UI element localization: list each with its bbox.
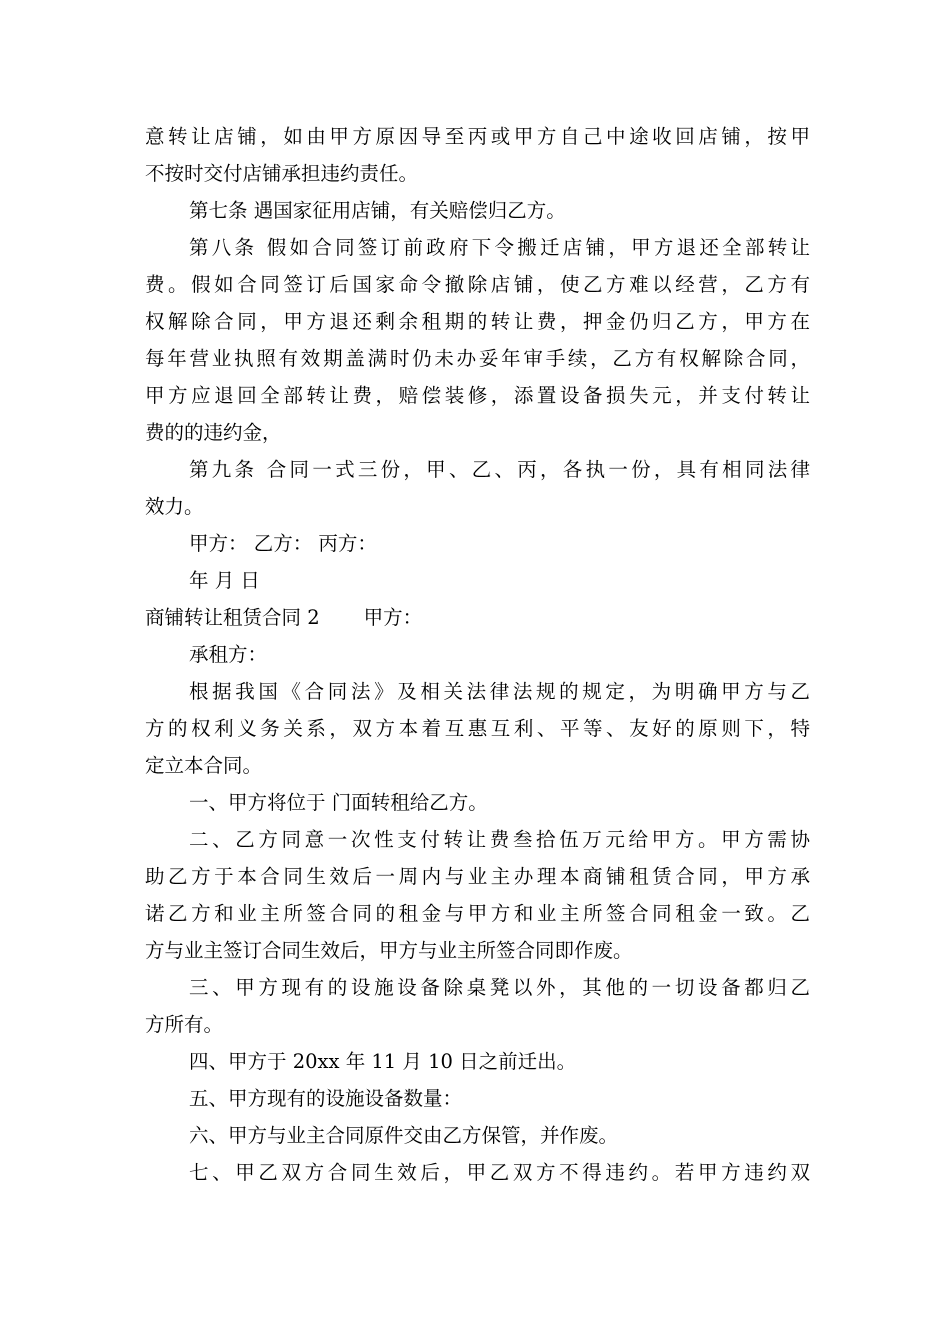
paragraph-line: 第九条 合同一式三份，甲、乙、丙，各执一份，具有相同法律 (189, 458, 810, 481)
paragraph-line: 定立本合同。 (145, 754, 263, 777)
paragraph-line: 六、甲方与业主合同原件交由乙方保管，并作废。 (189, 1124, 619, 1147)
paragraph-line: 第七条 遇国家征用店铺，有关赔偿归乙方。 (189, 199, 566, 222)
paragraph-line: 四、甲方于 20xx 年 11 月 10 日之前迁出。 (189, 1050, 577, 1073)
paragraph-line: 意转让店铺，如由甲方原因导至丙或甲方自己中途收回店铺，按甲 (145, 125, 810, 148)
contract2-title: 商铺转让租赁合同 2 (145, 606, 320, 629)
paragraph-line: 第八条 假如合同签订前政府下令搬迁店铺，甲方退还全部转让 (189, 236, 810, 259)
contract2-heading-line (145, 599, 810, 636)
paragraph-line: 三、甲方现有的设施设备除桌凳以外，其他的一切设备都归乙 (189, 976, 810, 999)
paragraph-line: 方与业主签订合同生效后，甲方与业主所签合同即作废。 (145, 939, 633, 962)
paragraph-line: 助乙方于本合同生效后一周内与业主办理本商铺租赁合同，甲方承 (145, 865, 810, 888)
paragraph-line: 效力。 (145, 495, 204, 518)
paragraph-line: 年 月 日 (189, 569, 260, 592)
contract1-tail (145, 118, 810, 599)
paragraph-line: 费的的违约金， (145, 421, 282, 444)
paragraph-line: 诺乙方和业主所签合同的租金与甲方和业主所签合同租金一致。乙 (145, 902, 810, 925)
contract2-body (145, 636, 810, 1191)
paragraph-line: 承租方： (189, 643, 268, 666)
paragraph-line: 每年营业执照有效期盖满时仍未办妥年审手续，乙方有权解除合同， (145, 347, 810, 370)
paragraph-line: 甲方： 乙方： 丙方： (189, 532, 377, 555)
paragraph-line: 方的权利义务关系，双方本着互惠互利、平等、友好的原则下，特 (145, 717, 810, 740)
paragraph-line: 二、乙方同意一次性支付转让费叁拾伍万元给甲方。甲方需协 (189, 828, 810, 851)
paragraph-line: 不按时交付店铺承担违约责任。 (145, 162, 419, 185)
paragraph-line: 甲方应退回全部转让费，赔偿装修，添置设备损失元，并支付转让 (145, 384, 810, 407)
document-body (145, 118, 810, 1191)
paragraph-line: 权解除合同，甲方退还剩余租期的转让费，押金仍归乙方，甲方在 (145, 310, 810, 333)
paragraph-line: 一、甲方将位于 门面转租给乙方。 (189, 791, 488, 814)
paragraph-line: 方所有。 (145, 1013, 224, 1036)
contract2-party-a: 甲方： (363, 606, 423, 629)
paragraph-line: 五、甲方现有的设施设备数量： (189, 1087, 463, 1110)
paragraph-line: 费。假如合同签订后国家命令撤除店铺，使乙方难以经营，乙方有 (145, 273, 810, 296)
paragraph-line: 根据我国《合同法》及相关法律法规的规定，为明确甲方与乙 (189, 680, 810, 703)
paragraph-line: 七、甲乙双方合同生效后，甲乙双方不得违约。若甲方违约双 (189, 1161, 810, 1184)
